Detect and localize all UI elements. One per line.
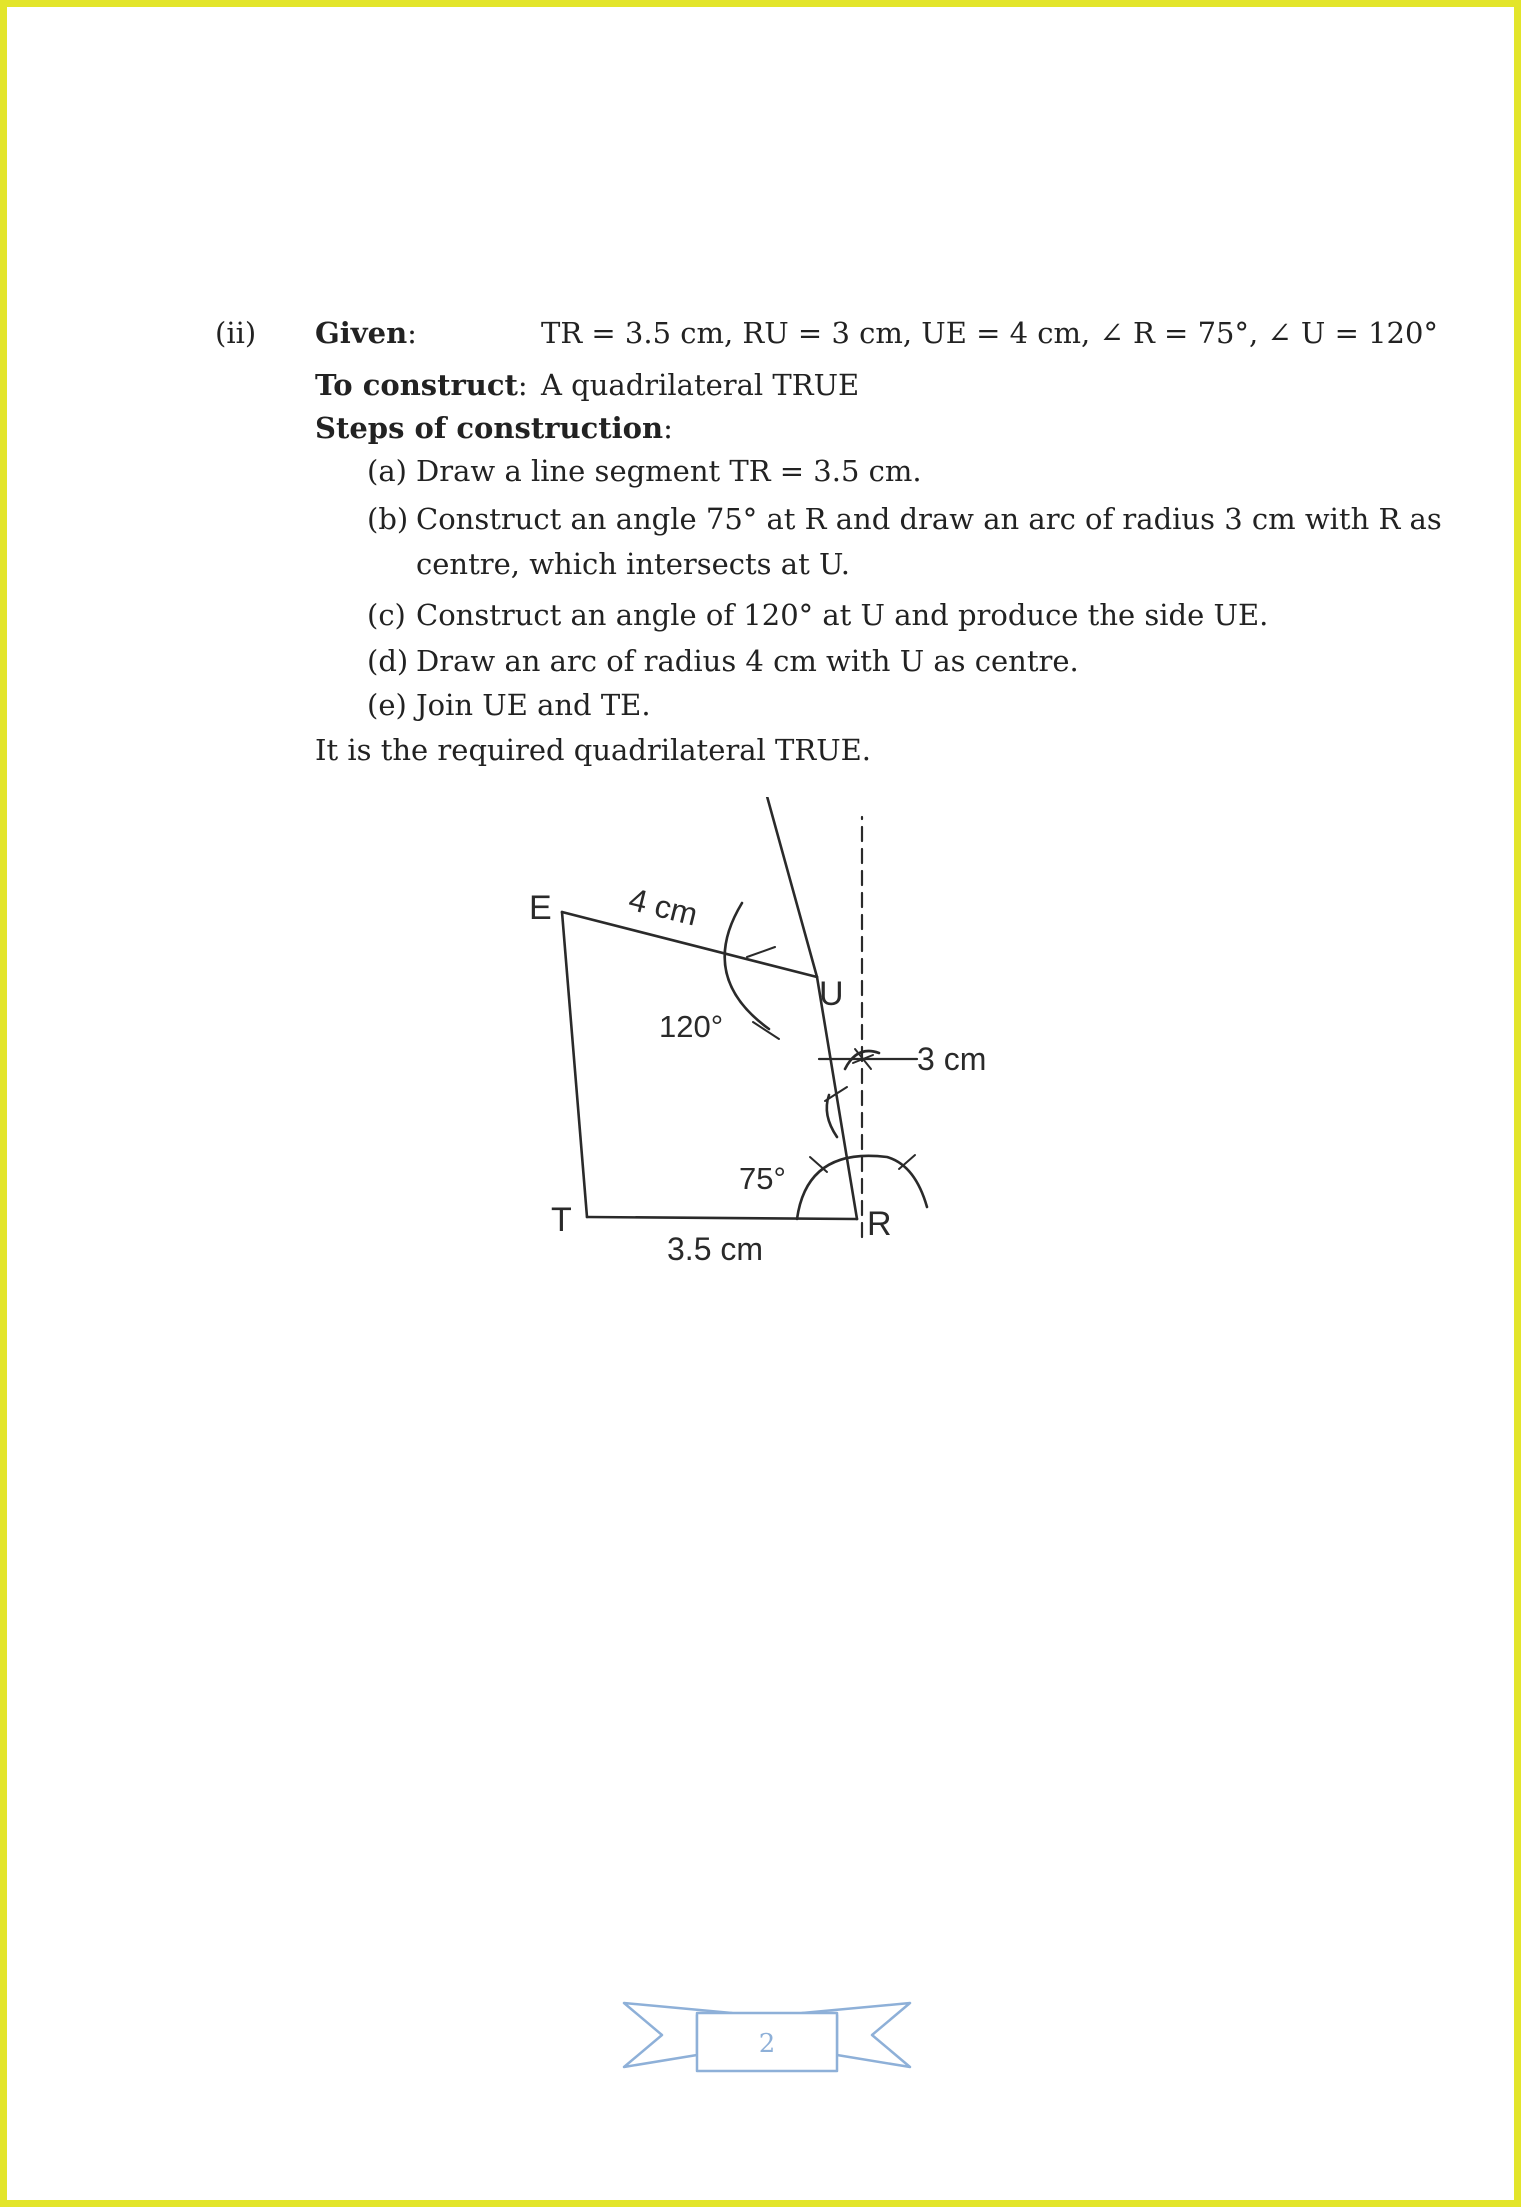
- steps-heading: [315, 410, 673, 446]
- step-e-marker: (e): [367, 688, 407, 722]
- vertex-label-u: U: [819, 975, 844, 1013]
- step-d-marker: (d): [367, 644, 409, 678]
- side-label-ru: 3 cm: [917, 1041, 987, 1077]
- to-construct-label: To construct: [315, 368, 518, 402]
- side-tr: [587, 1217, 857, 1219]
- step-c-marker: (c): [367, 598, 406, 632]
- step-a-text: Draw a line segment TR = 3.5 cm.: [416, 454, 922, 488]
- step-c-text: Construct an angle of 120° at U and produce the side UE.: [416, 598, 1269, 632]
- given-label: Given: [315, 316, 408, 350]
- angle-label-u: 120°: [659, 1009, 724, 1044]
- step-b-marker: (b): [367, 502, 409, 536]
- ray-extension: [765, 797, 817, 977]
- angle-label-r: 75°: [739, 1161, 786, 1196]
- steps-label: Steps of construction: [315, 411, 664, 445]
- vertex-label-e: E: [529, 889, 552, 927]
- to-construct-colon: :: [517, 368, 528, 402]
- arc-mark-u2: [753, 1022, 779, 1039]
- arc-mark-r1: [810, 1157, 827, 1172]
- construction-diagram: [507, 797, 1067, 1277]
- side-ru: [817, 977, 857, 1219]
- steps-colon: :: [663, 411, 673, 445]
- given-text: TR = 3.5 cm, RU = 3 cm, UE = 4 cm, ∠ R = 75°, ∠ U = 120°: [541, 316, 1438, 350]
- step-e-text: Join UE and TE.: [416, 688, 651, 722]
- side-label-tr: 3.5 cm: [667, 1231, 764, 1267]
- to-construct-heading: [315, 367, 528, 403]
- vertex-label-r: R: [867, 1205, 892, 1243]
- problem-number: (ii): [215, 316, 257, 350]
- arc-intersect-1: [827, 1095, 837, 1137]
- step-d-text: Draw an arc of radius 4 cm with U as centre.: [416, 644, 1079, 678]
- arc-mark-u1: [747, 947, 775, 957]
- conclusion: It is the required quadrilateral TRUE.: [315, 733, 872, 767]
- to-construct-text: A quadrilateral TRUE: [541, 368, 860, 402]
- step-b-text-line2: centre, which intersects at U.: [416, 547, 850, 581]
- vertex-label-t: T: [551, 1201, 572, 1239]
- page-number: 2: [758, 2029, 776, 2059]
- arc-angle-u: [725, 903, 769, 1029]
- side-label-ue: 4 cm: [625, 880, 702, 933]
- step-a-marker: (a): [367, 454, 407, 488]
- arc-mark-r2: [899, 1155, 915, 1169]
- given-heading: [315, 315, 417, 351]
- step-b-text-line1: Construct an angle 75° at R and draw an arc of radius 3 cm with R as: [416, 502, 1442, 536]
- given-colon: :: [407, 316, 417, 350]
- side-te: [562, 912, 587, 1217]
